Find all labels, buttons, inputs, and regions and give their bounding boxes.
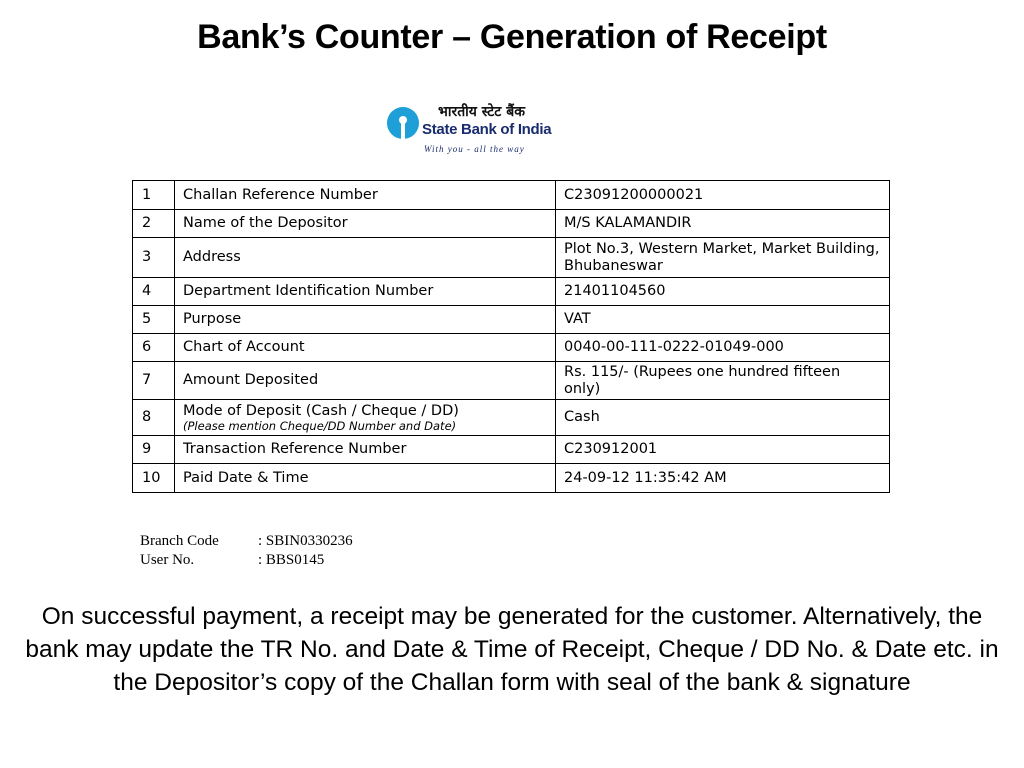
row-value: 21401104560 [556,278,890,306]
row-value: C23091200000021 [556,181,890,210]
sbi-logo-icon [386,106,420,140]
row-number: 8 [133,400,175,436]
row-field: Transaction Reference Number [175,436,556,464]
logo-tagline: With you - all the way [424,144,525,154]
row-number: 3 [133,238,175,278]
table-row [133,306,890,334]
row-field: Purpose [175,306,556,334]
logo-hindi-name: भारतीय स्टेट बैंक [438,104,525,120]
branch-code-line [140,532,353,551]
table-row [133,181,890,210]
row-field [175,400,556,436]
row-value: Rs. 115/- (Rupees one hundred fifteen only) [556,362,890,400]
row-value: 0040-00-111-0222-01049-000 [556,334,890,362]
row-number: 10 [133,464,175,493]
row-value: Cash [556,400,890,436]
branch-info [140,532,353,570]
row-number: 6 [133,334,175,362]
row-number: 9 [133,436,175,464]
row-field: Chart of Account [175,334,556,362]
sbi-logo [386,100,576,160]
table-row [133,334,890,362]
table-row [133,362,890,400]
row-value: M/S KALAMANDIR [556,210,890,238]
row-value: VAT [556,306,890,334]
user-no-label: User No. [140,552,195,568]
row-number: 1 [133,181,175,210]
row-value: C230912001 [556,436,890,464]
row-number: 7 [133,362,175,400]
table-row [133,436,890,464]
slide-caption: On successful payment, a receipt may be generated for the customer. Alternatively, the bank may update the TR No. and Date & Time of Receipt, Cheque / DD No. & Date etc. in the Depositor’s copy of the Challan form with seal of the bank & signature [25,603,999,696]
row-field: Address [175,238,556,278]
user-no-value: : BBS0145 [258,552,325,568]
row-field-note: (Please mention Cheque/DD Number and Date) [183,418,457,433]
user-no-line [140,551,353,570]
row-field: Amount Deposited [175,362,556,400]
row-field: Name of the Depositor [175,210,556,238]
row-value: 24-09-12 11:35:42 AM [556,464,890,493]
branch-code-value: : SBIN0330236 [258,533,353,549]
row-field: Challan Reference Number [175,181,556,210]
challan-receipt-table [132,180,890,493]
slide-title: Bank’s Counter – Generation of Receipt [197,18,827,56]
table-row [133,278,890,306]
table-row [133,464,890,493]
row-number: 5 [133,306,175,334]
row-value: Plot No.3, Western Market, Market Building, Bhubaneswar [556,238,890,278]
row-number: 2 [133,210,175,238]
branch-code-label: Branch Code [140,533,219,549]
row-field: Department Identification Number [175,278,556,306]
row-field: Paid Date & Time [175,464,556,493]
table-row [133,238,890,278]
logo-bank-name: State Bank of India [422,121,552,138]
row-number: 4 [133,278,175,306]
table-row [133,400,890,436]
row-field-label: Mode of Deposit (Cash / Cheque / DD) [183,402,459,419]
table-row [133,210,890,238]
